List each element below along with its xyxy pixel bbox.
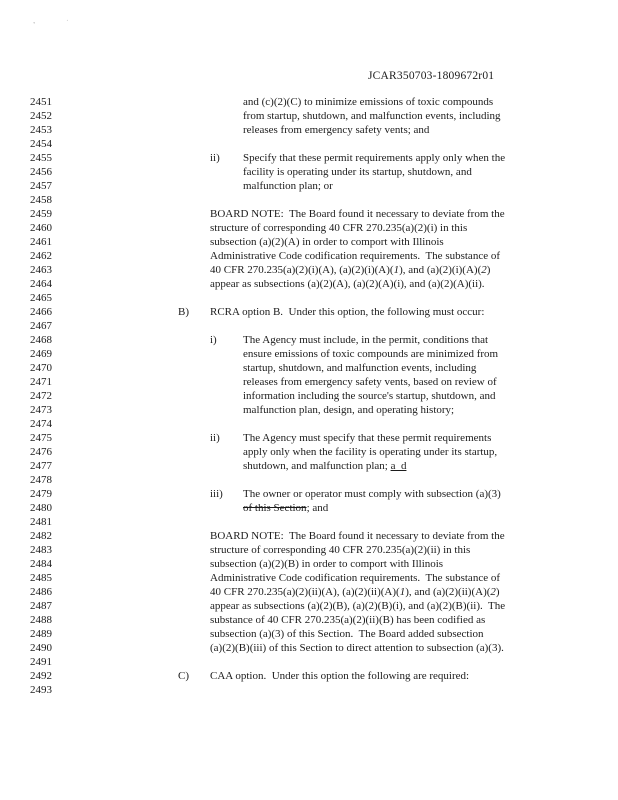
line-text: apply only when the facility is operating under its startup, [243,446,498,458]
line-number: 2489 [30,628,52,640]
line-number: 2467 [30,320,52,332]
line-number: 2455 [30,152,52,164]
line-text: substance of 40 CFR 270.235(a)(2)(ii)(B) has been codified as [210,614,486,626]
document-line [0,375,618,389]
line-number: 2454 [30,138,52,150]
document-line [0,277,618,291]
document-line [0,529,618,543]
scan-artifact-mark: ˈ [66,19,69,27]
line-text: subsection (a)(2)(B) in order to comport with Illinois [210,558,444,570]
list-marker: ii) [210,432,220,444]
document-line [0,249,618,263]
document-line [0,291,618,305]
line-number: 2478 [30,474,52,486]
line-number: 2477 [30,460,52,472]
document-line [0,669,618,683]
line-text: (a)(2)(B)(iii) of this Section to direct attention to subsection (a)(3). [210,642,504,654]
document-line [0,487,618,501]
line-text: RCRA option B. Under this option, the following must occur: [210,306,485,318]
line-number: 2483 [30,544,52,556]
document-line [0,221,618,235]
document-line [0,207,618,221]
line-text: malfunction plan, design, and operating history; [243,404,455,416]
line-text: Specify that these permit requirements apply only when the [243,152,506,164]
document-line [0,683,618,697]
document-line [0,501,618,515]
line-number: 2481 [30,516,52,528]
document-line [0,137,618,151]
line-number: 2456 [30,166,52,178]
line-text: BOARD NOTE: The Board found it necessary to deviate from the [210,530,505,542]
line-text: and (c)(2)(C) to minimize emissions of toxic compounds [243,96,494,108]
line-text: The Agency must include, in the permit, conditions that [243,334,489,346]
list-marker: iii) [210,488,223,500]
list-marker: i) [210,334,217,346]
line-number: 2491 [30,656,52,668]
line-number: 2472 [30,390,52,402]
line-text: information including the source's startup, shutdown, and [243,390,496,402]
document-line [0,319,618,333]
line-number: 2458 [30,194,52,206]
line-number: 2460 [30,222,52,234]
line-text: releases from emergency safety vents; and [243,124,430,136]
line-number: 2476 [30,446,52,458]
line-text: ensure emissions of toxic compounds are minimized from [243,348,499,360]
document-line [0,333,618,347]
line-text: structure of corresponding 40 CFR 270.235(a)(2)(i) in this [210,222,468,234]
line-number: 2484 [30,558,52,570]
line-number: 2471 [30,376,52,388]
line-number: 2488 [30,614,52,626]
line-number: 2479 [30,488,52,500]
line-number: 2485 [30,572,52,584]
document-line [0,445,618,459]
document-line [0,417,618,431]
document-line [0,473,618,487]
list-marker: ii) [210,152,220,164]
line-number: 2490 [30,642,52,654]
line-text: The owner or operator must comply with subsection (a)(3) [243,488,501,500]
document-line [0,347,618,361]
line-number: 2473 [30,404,52,416]
line-text: Administrative Code codification requirements. The substance of [210,572,500,584]
document-line [0,613,618,627]
document-line [0,431,618,445]
list-marker: C) [178,670,189,682]
line-number: 2486 [30,586,52,598]
line-text: The Agency must specify that these permit requirements [243,432,492,444]
line-number: 2452 [30,110,52,122]
line-text: from startup, shutdown, and malfunction events, including [243,110,501,122]
line-number: 2482 [30,530,52,542]
line-text: BOARD NOTE: The Board found it necessary to deviate from the [210,208,505,220]
line-number: 2463 [30,264,52,276]
line-number: 2480 [30,502,52,514]
line-number: 2468 [30,334,52,346]
line-text: 40 CFR 270.235(a)(2)(ii)(A), (a)(2)(ii)(A)(1), and (a)(2)(ii)(A)(2) [210,586,500,598]
document-line [0,389,618,403]
scan-artifact-mark: ʽ [33,21,36,29]
line-number: 2474 [30,418,52,430]
line-number: 2493 [30,684,52,696]
document-line [0,585,618,599]
line-number: 2492 [30,670,52,682]
document-line [0,599,618,613]
line-text: shutdown, and malfunction plan; a d [243,460,407,472]
document-lines [0,95,618,697]
line-number: 2466 [30,306,52,318]
line-text: appear as subsections (a)(2)(A), (a)(2)(A)(i), and (a)(2)(A)(ii). [210,278,485,290]
list-marker: B) [178,306,189,318]
document-line [0,151,618,165]
line-text: malfunction plan; or [243,180,333,192]
line-text: of this Section; and [243,502,329,514]
line-text: CAA option. Under this option the following are required: [210,670,470,682]
line-text: structure of corresponding 40 CFR 270.235(a)(2)(ii) in this [210,544,471,556]
document-line [0,543,618,557]
document-line [0,403,618,417]
line-number: 2457 [30,180,52,192]
document-line [0,627,618,641]
document-line [0,655,618,669]
document-line [0,459,618,473]
line-text: Administrative Code codification requirements. The substance of [210,250,500,262]
document-line [0,557,618,571]
document-line [0,179,618,193]
line-number: 2461 [30,236,52,248]
document-line [0,193,618,207]
line-text: facility is operating under its startup, shutdown, and [243,166,472,178]
line-number: 2462 [30,250,52,262]
line-number: 2469 [30,348,52,360]
line-number: 2465 [30,292,52,304]
document-line [0,571,618,585]
document-line [0,361,618,375]
line-text: subsection (a)(2)(A) in order to comport with Illinois [210,236,444,248]
line-number: 2470 [30,362,52,374]
document-line [0,305,618,319]
document-line [0,235,618,249]
document-line [0,109,618,123]
line-number: 2475 [30,432,52,444]
line-text: appear as subsections (a)(2)(B), (a)(2)(B)(i), and (a)(2)(B)(ii). The [210,600,506,612]
document-line [0,165,618,179]
document-line [0,515,618,529]
document-line [0,123,618,137]
line-number: 2459 [30,208,52,220]
line-number: 2453 [30,124,52,136]
line-number: 2487 [30,600,52,612]
line-number: 2464 [30,278,52,290]
line-text: releases from emergency safety vents, based on review of [243,376,497,388]
document-line [0,641,618,655]
document-line [0,263,618,277]
line-text: subsection (a)(3) of this Section. The Board added subsection [210,628,484,640]
line-text: 40 CFR 270.235(a)(2)(i)(A), (a)(2)(i)(A)(1), and (a)(2)(i)(A)(2) [210,264,491,276]
document-id-header: JCAR350703-1809672r01 [368,70,495,82]
line-number: 2451 [30,96,52,108]
document-line [0,95,618,109]
line-text: startup, shutdown, and malfunction events, including [243,362,477,374]
